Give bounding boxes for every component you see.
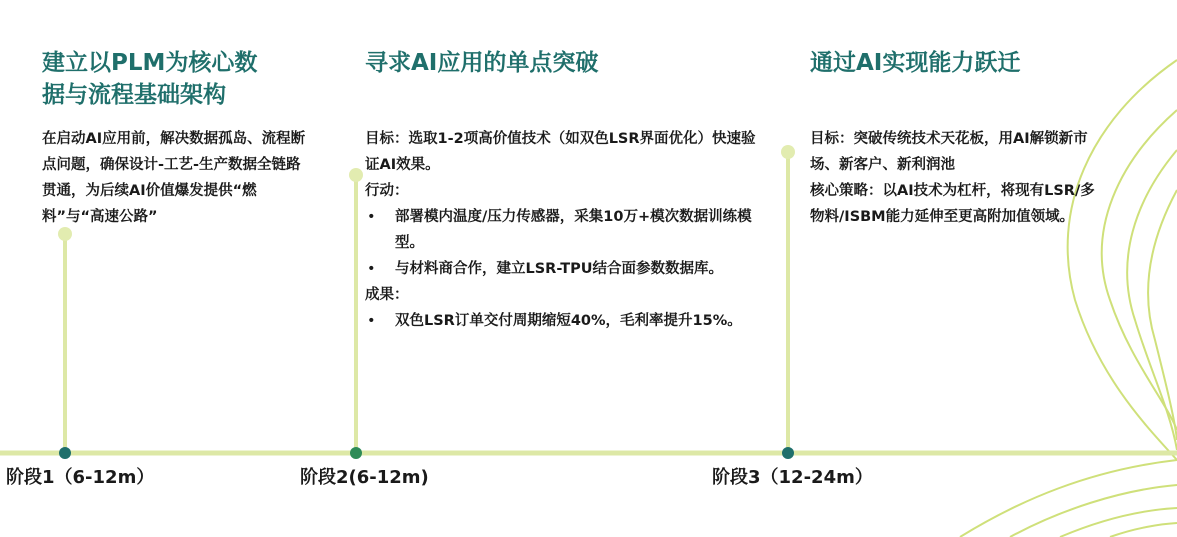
stage2-action-heading: 行动： xyxy=(365,183,409,199)
stage3-title xyxy=(810,47,1020,79)
stage3-top-dot xyxy=(781,145,795,159)
list-item: • 部署模内温度/压力传感器，采集10万+模次数据训练模型。 xyxy=(365,204,760,256)
stage2-title-line1: 寻求AI应用的单点突破 xyxy=(365,50,599,76)
stage1-body xyxy=(42,126,312,230)
stage2-node xyxy=(350,447,362,459)
stage3-node xyxy=(782,447,794,459)
stage3-title-line1: 通过AI实现能力跃迁 xyxy=(810,50,1021,76)
stage2-title xyxy=(365,47,598,79)
stage1-title-line1: 建立以PLM为核心数 xyxy=(42,50,258,76)
stage3-label: 阶段3（12-24m） xyxy=(712,467,873,488)
list-item: • 与材料商合作，建立LSR-TPU结合面参数数据库。 xyxy=(365,256,760,282)
stage2-result-heading: 成果： xyxy=(365,287,409,303)
stage1-paragraph: 在启动AI应用前，解决数据孤岛、流程断点问题，确保设计-工艺-生产数据全链路贯通，为后续AI价值爆发提供“燃料”与“高速公路” xyxy=(42,131,306,225)
stage2-label: 阶段2(6-12m) xyxy=(300,467,429,488)
stage1-node xyxy=(59,447,71,459)
stage2-goal: 目标：选取1-2项高价值技术（如双色LSR界面优化）快速验证AI效果。 xyxy=(365,131,756,173)
stage1-title-line2: 据与流程基础架构 xyxy=(42,82,226,108)
stage3-goal: 目标：突破传统技术天花板，用AI解锁新市场、新客户、新利润池 xyxy=(810,131,1088,173)
stage3-strategy: 核心策略：以AI技术为杠杆，将现有LSR/多物料/ISBM能力延伸至更高附加值领域。 xyxy=(810,183,1095,225)
stage2-result-list xyxy=(365,308,760,334)
stage1-label: 阶段1（6-12m） xyxy=(6,467,155,488)
stage2-action-list xyxy=(365,204,760,282)
stage2-top-dot xyxy=(349,168,363,182)
list-item: • 双色LSR订单交付周期缩短40%，毛利率提升15%。 xyxy=(365,308,760,334)
stage2-body xyxy=(365,126,760,334)
stage1-title xyxy=(42,47,257,111)
stage3-body xyxy=(810,126,1100,230)
